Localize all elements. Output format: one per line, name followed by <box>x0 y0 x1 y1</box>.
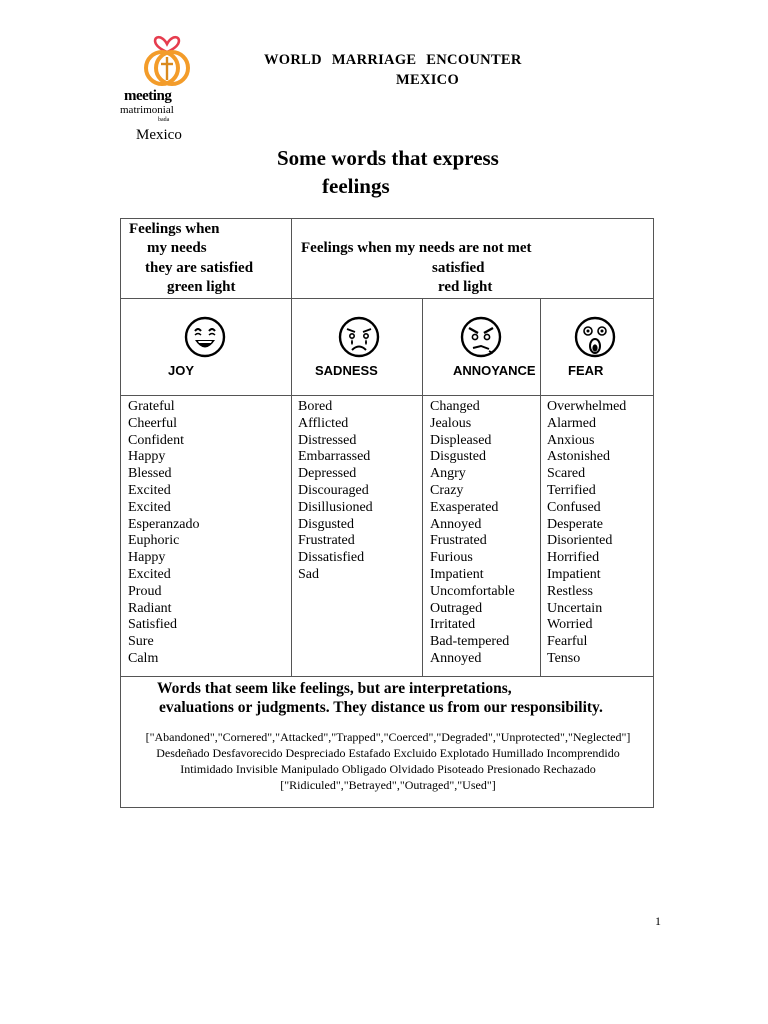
table-divider <box>291 219 292 676</box>
feeling-word: Overwhelmed <box>547 399 627 414</box>
footer-word-line: ["Abandoned","Cornered","Attacked","Trapped","Coerced","Degraded","Unprotected","Neglected"] <box>145 730 631 744</box>
fear-word-list <box>547 399 626 668</box>
emotion-label-fear: FEAR <box>568 363 604 378</box>
logo-text-meeting: meeting <box>124 88 172 104</box>
feeling-word: Distressed <box>298 432 357 448</box>
angry-face-icon <box>459 315 503 359</box>
feeling-word: Alarmed <box>547 415 596 431</box>
feeling-word: Furious <box>430 550 473 566</box>
marriage-encounter-logo-icon <box>138 30 196 90</box>
feeling-word: Discouraged <box>298 482 369 498</box>
feeling-word: Bad-tempered <box>430 634 510 650</box>
feeling-word: Outraged <box>430 600 483 616</box>
feeling-word: Euphoric <box>128 533 180 549</box>
scared-face-icon <box>573 315 617 359</box>
feeling-word: Uncertain <box>547 600 603 616</box>
feeling-word: Cheerful <box>128 415 177 431</box>
annoyance-word-list <box>430 399 515 668</box>
feeling-word: Sad <box>298 566 319 582</box>
feeling-word: Impatient <box>430 566 484 582</box>
feeling-word: Happy <box>128 449 166 465</box>
feeling-word: Irritated <box>430 617 476 633</box>
feeling-word: Blessed <box>128 466 172 482</box>
table-divider <box>540 298 541 676</box>
feeling-word: Confused <box>547 499 601 515</box>
feeling-word: Crazy <box>430 482 464 498</box>
feeling-word: Dissatisfied <box>298 550 365 566</box>
header-left-line3: they are satisfied <box>145 260 254 276</box>
feeling-word: Disoriented <box>547 533 613 549</box>
feeling-word: Happy <box>128 550 166 566</box>
feeling-word: Terrified <box>547 482 596 498</box>
emotion-label-sadness: SADNESS <box>315 363 378 378</box>
page-number: 1 <box>655 914 661 928</box>
feeling-word: Sure <box>128 634 154 650</box>
feeling-word: Worried <box>547 617 593 633</box>
footer-word-line: ["Ridiculed","Betrayed","Outraged","Used"] <box>280 778 496 792</box>
feeling-word: Confident <box>128 432 184 448</box>
feeling-word: Calm <box>128 650 159 666</box>
header-right-line1: Feelings when my needs are not met <box>301 240 532 256</box>
feeling-word: Changed <box>430 399 480 414</box>
feeling-word: Frustrated <box>430 533 487 549</box>
feeling-word: Bored <box>298 399 333 414</box>
feeling-word: Disgusted <box>430 449 486 465</box>
crying-face-icon <box>337 315 381 359</box>
feeling-word: Uncomfortable <box>430 583 515 599</box>
logo <box>118 30 218 146</box>
feeling-word: Fearful <box>547 634 588 650</box>
laughing-face-icon <box>183 315 227 359</box>
header-left-line1: Feelings when <box>129 221 220 237</box>
header-left-line4: green light <box>167 279 236 295</box>
feeling-word: Jealous <box>430 415 472 431</box>
feeling-word: Frustrated <box>298 533 355 549</box>
organization-name: WORLD MARRIAGE ENCOUNTER <box>264 52 522 68</box>
feeling-word: Excited <box>128 566 171 582</box>
feeling-word: Grateful <box>128 399 175 414</box>
feeling-word: Scared <box>547 466 586 482</box>
feeling-word: Proud <box>128 583 162 599</box>
header-right-line3: red light <box>438 279 493 295</box>
table-divider <box>422 298 423 676</box>
feeling-word: Annoyed <box>430 516 482 532</box>
sadness-word-list <box>298 399 373 584</box>
feeling-word: Excited <box>128 482 171 498</box>
feeling-word: Afflicted <box>298 415 349 431</box>
footer-heading-line2: evaluations or judgments. They distance us from our responsibility. <box>159 699 603 716</box>
feeling-word: Anxious <box>547 432 595 448</box>
feeling-word: Astonished <box>547 449 610 465</box>
feeling-word: Esperanzado <box>128 516 200 532</box>
table-divider <box>121 298 653 299</box>
feeling-word: Horrified <box>547 550 600 566</box>
emotion-label-annoyance: ANNOYANCE <box>453 363 536 378</box>
table-divider <box>121 395 653 396</box>
header-left-line2: my needs <box>147 240 207 256</box>
footer-word-line: Intimidado Invisible Manipulado Obligado Olvidado Pisoteado Presionado Rechazado <box>180 762 596 776</box>
footer-word-line: Desdeñado Desfavorecido Despreciado Estafado Excluido Explotado Humillado Incomprendido <box>156 746 620 760</box>
feeling-word: Impatient <box>547 566 601 582</box>
feeling-word: Excited <box>128 499 171 515</box>
emotion-label-joy: JOY <box>168 363 195 378</box>
footer-heading-line1: Words that seem like feelings, but are interpretations, <box>157 680 512 697</box>
feeling-word: Angry <box>430 466 466 482</box>
feeling-word: Restless <box>547 583 593 599</box>
page-title-line2: feelings <box>322 174 390 198</box>
feeling-word: Satisfied <box>128 617 177 633</box>
logo-text-mexico: Mexico <box>136 127 182 143</box>
feeling-word: Disgusted <box>298 516 354 532</box>
logo-text-matrimonial: matrimonial <box>120 104 174 116</box>
logo-text-small: bada <box>158 117 170 123</box>
joy-word-list <box>128 399 200 668</box>
header-right-line2: satisfied <box>432 260 485 276</box>
feeling-word: Annoyed <box>430 650 482 666</box>
feeling-word: Embarrassed <box>298 449 371 465</box>
feeling-word: Exasperated <box>430 499 499 515</box>
feeling-word: Tenso <box>547 650 581 666</box>
feeling-word: Depressed <box>298 466 357 482</box>
feeling-word: Disillusioned <box>298 499 373 515</box>
table-divider <box>121 676 653 677</box>
feeling-word: Displeased <box>430 432 492 448</box>
page-title-line1: Some words that express <box>277 146 499 170</box>
organization-country: MEXICO <box>396 72 460 88</box>
feelings-table <box>120 218 654 808</box>
feeling-word: Desperate <box>547 516 603 532</box>
feeling-word: Radiant <box>128 600 172 616</box>
